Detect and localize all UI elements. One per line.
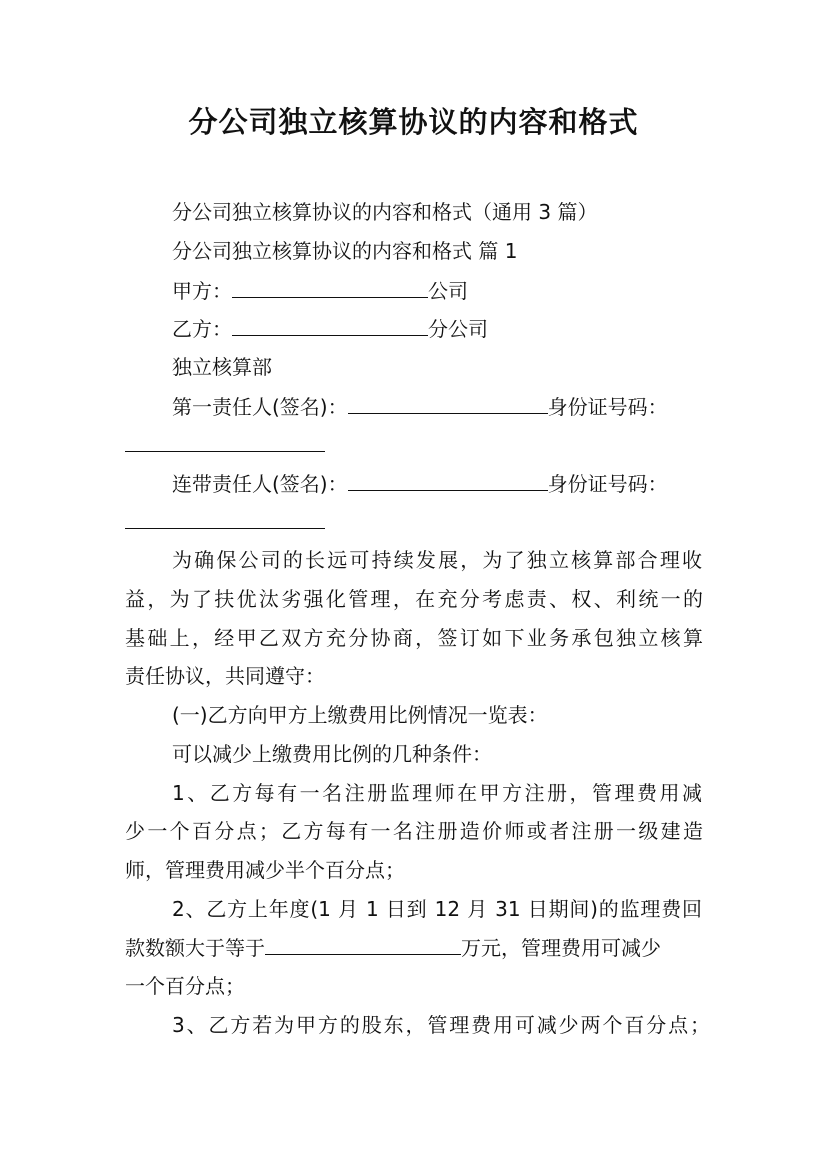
party-b-blank bbox=[232, 315, 428, 336]
joint-responsible-line bbox=[172, 470, 668, 497]
first-responsible-line bbox=[172, 393, 668, 420]
department-line: 独立核算部 bbox=[172, 355, 272, 379]
condition-2-line-2-suffix: 万元，管理费用可减少 bbox=[461, 936, 661, 960]
party-a-label: 甲方： bbox=[172, 279, 232, 303]
document-subtitle: 分公司独立核算协议的内容和格式（通用 3 篇） bbox=[172, 200, 598, 224]
party-b-line bbox=[172, 315, 488, 342]
condition-2-line-1: 2、乙方上年度(1 月 1 日到 12 月 31 日期间)的监理费回 bbox=[172, 897, 702, 921]
item-one-heading: (一)乙方向甲方上缴费用比例情况一览表： bbox=[172, 703, 548, 727]
condition-1-line-3: 师，管理费用减少半个百分点； bbox=[125, 858, 405, 882]
id-number-blank-line-2 bbox=[125, 508, 325, 535]
condition-2-line-2 bbox=[125, 934, 661, 961]
id-label-2: 身份证号码： bbox=[547, 472, 668, 496]
amount-blank bbox=[265, 934, 461, 955]
intro-paragraph-line-3: 基础上，经甲乙双方充分协商，签订如下业务承包独立核算 bbox=[125, 626, 703, 650]
condition-3-line-1: 3、乙方若为甲方的股东，管理费用可减少两个百分点； bbox=[172, 1013, 710, 1037]
condition-1-line-1: 1、乙方每有一名注册监理师在甲方注册，管理费用减 bbox=[172, 781, 702, 805]
party-b-suffix: 分公司 bbox=[428, 317, 488, 341]
first-responsible-signature-blank bbox=[348, 393, 548, 414]
condition-2-line-3: 一个百分点； bbox=[125, 974, 245, 998]
intro-paragraph-line-4: 责任协议，共同遵守： bbox=[125, 664, 325, 688]
party-a-line bbox=[172, 277, 468, 304]
party-a-blank bbox=[232, 277, 428, 298]
id-label-1: 身份证号码： bbox=[547, 395, 668, 419]
conditions-heading: 可以减少上缴费用比例的几种条件： bbox=[172, 742, 492, 766]
party-b-label: 乙方： bbox=[172, 317, 232, 341]
joint-responsible-label: 连带责任人(签名)： bbox=[172, 472, 348, 496]
joint-responsible-signature-blank bbox=[348, 470, 548, 491]
id-number-blank-line-1 bbox=[125, 431, 325, 458]
intro-paragraph-line-2: 益，为了扶优汰劣强化管理，在充分考虑责、权、利统一的 bbox=[125, 587, 703, 611]
section-heading: 分公司独立核算协议的内容和格式 篇 1 bbox=[172, 239, 518, 263]
first-responsible-label: 第一责任人(签名)： bbox=[172, 395, 348, 419]
condition-1-line-2: 少一个百分点；乙方每有一名注册造价师或者注册一级建造 bbox=[125, 819, 703, 843]
condition-2-line-2-prefix: 款数额大于等于 bbox=[125, 936, 265, 960]
intro-paragraph-line-1: 为确保公司的长远可持续发展，为了独立核算部合理收 bbox=[172, 548, 702, 572]
party-a-suffix: 公司 bbox=[428, 279, 468, 303]
id-number-blank-2 bbox=[125, 508, 325, 529]
document-title: 分公司独立核算协议的内容和格式 bbox=[188, 105, 639, 139]
id-number-blank-1 bbox=[125, 431, 325, 452]
